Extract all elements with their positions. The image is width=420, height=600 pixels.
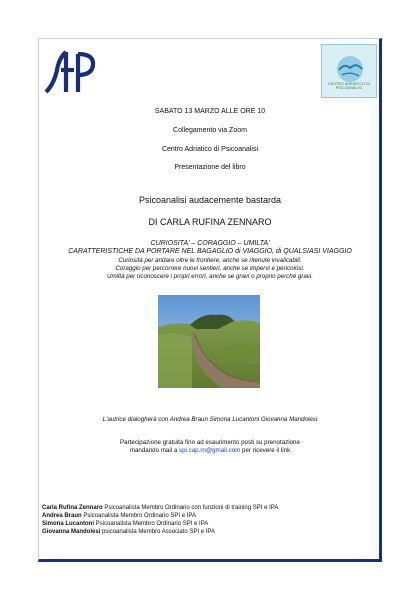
quote-heading: CARATTERISTICHE DA PORTARE NEL BAGAGLIO di VIAGGIO, di QUALSIASI VIAGGIO <box>68 248 352 255</box>
quote-curiosity: Curiosità per andare oltre le frontiere, anche se ritenute invalicabili. <box>118 257 302 264</box>
registration-instructions <box>40 447 380 454</box>
book-title: Psicoanalisi audacemente bastarda <box>138 195 282 205</box>
connection-info: Collegamento via Zoom <box>173 127 247 134</box>
quote-humility: Umiltà per riconoscere i propri errori, anche se gravi o proprio perché gravi. <box>107 273 313 280</box>
speaker-name: Carla Rufina Zennaro <box>42 505 103 511</box>
event-date: SABATO 13 MARZO ALLE ORE 10 <box>154 108 266 115</box>
quote-keywords: CURIOSITA' – CORAGGIO – UMILTA' <box>150 240 270 247</box>
participation-info: Partecipazione gratuita fino ad esaurimento posti su prenotazione <box>120 439 300 446</box>
landscape-photo <box>158 295 260 388</box>
speaker-name: Giovanna Mandolesi <box>42 529 101 535</box>
logo-caption: CENTRO ADRIATICO DI PSICOANALISI <box>328 82 370 90</box>
speaker-bio <box>42 520 362 528</box>
mail-suffix: per ricevere il link <box>240 447 291 454</box>
dialogue-note: L'autrice dialogherà con Andrea Braun Simona Lucantoni Giovanna Mandolesi <box>102 416 318 423</box>
seagull-emblem-icon <box>322 45 378 99</box>
speaker-bio <box>42 528 362 536</box>
speaker-role: Psicoanalista Membro Ordinario SPI e IPA <box>81 513 196 519</box>
speaker-role: psicoanalista Membro Associato SPI e IPA <box>100 529 215 535</box>
centro-adriatico-logo <box>321 44 377 98</box>
presentation-label: Presentazione del libro <box>174 164 246 171</box>
speaker-role: Psicoanalista Membro Ordinario con funzioni di training SPI e IPA <box>102 505 279 511</box>
speaker-name: Simona Lucantoni <box>42 521 95 527</box>
quote-courage: Coraggio per percorrere nuovi sentieri, anche se impervi e pericolosi. <box>115 265 305 272</box>
speaker-bio <box>42 512 362 520</box>
book-author: DI CARLA RUFINA ZENNARO <box>148 217 272 227</box>
speaker-role: Psicoanalista Membro Ordinario SPI e IPA <box>94 521 209 527</box>
speaker-bio <box>42 504 362 512</box>
email-link[interactable]: spi.cap.rn@gmail.com <box>179 447 241 454</box>
ipa-logo <box>44 48 96 98</box>
mail-prefix: mandando mail a <box>129 447 179 454</box>
speaker-name: Andrea Braun <box>42 513 82 519</box>
organizer-name: Centro Adriatico di Psicoanalisi <box>161 146 259 153</box>
